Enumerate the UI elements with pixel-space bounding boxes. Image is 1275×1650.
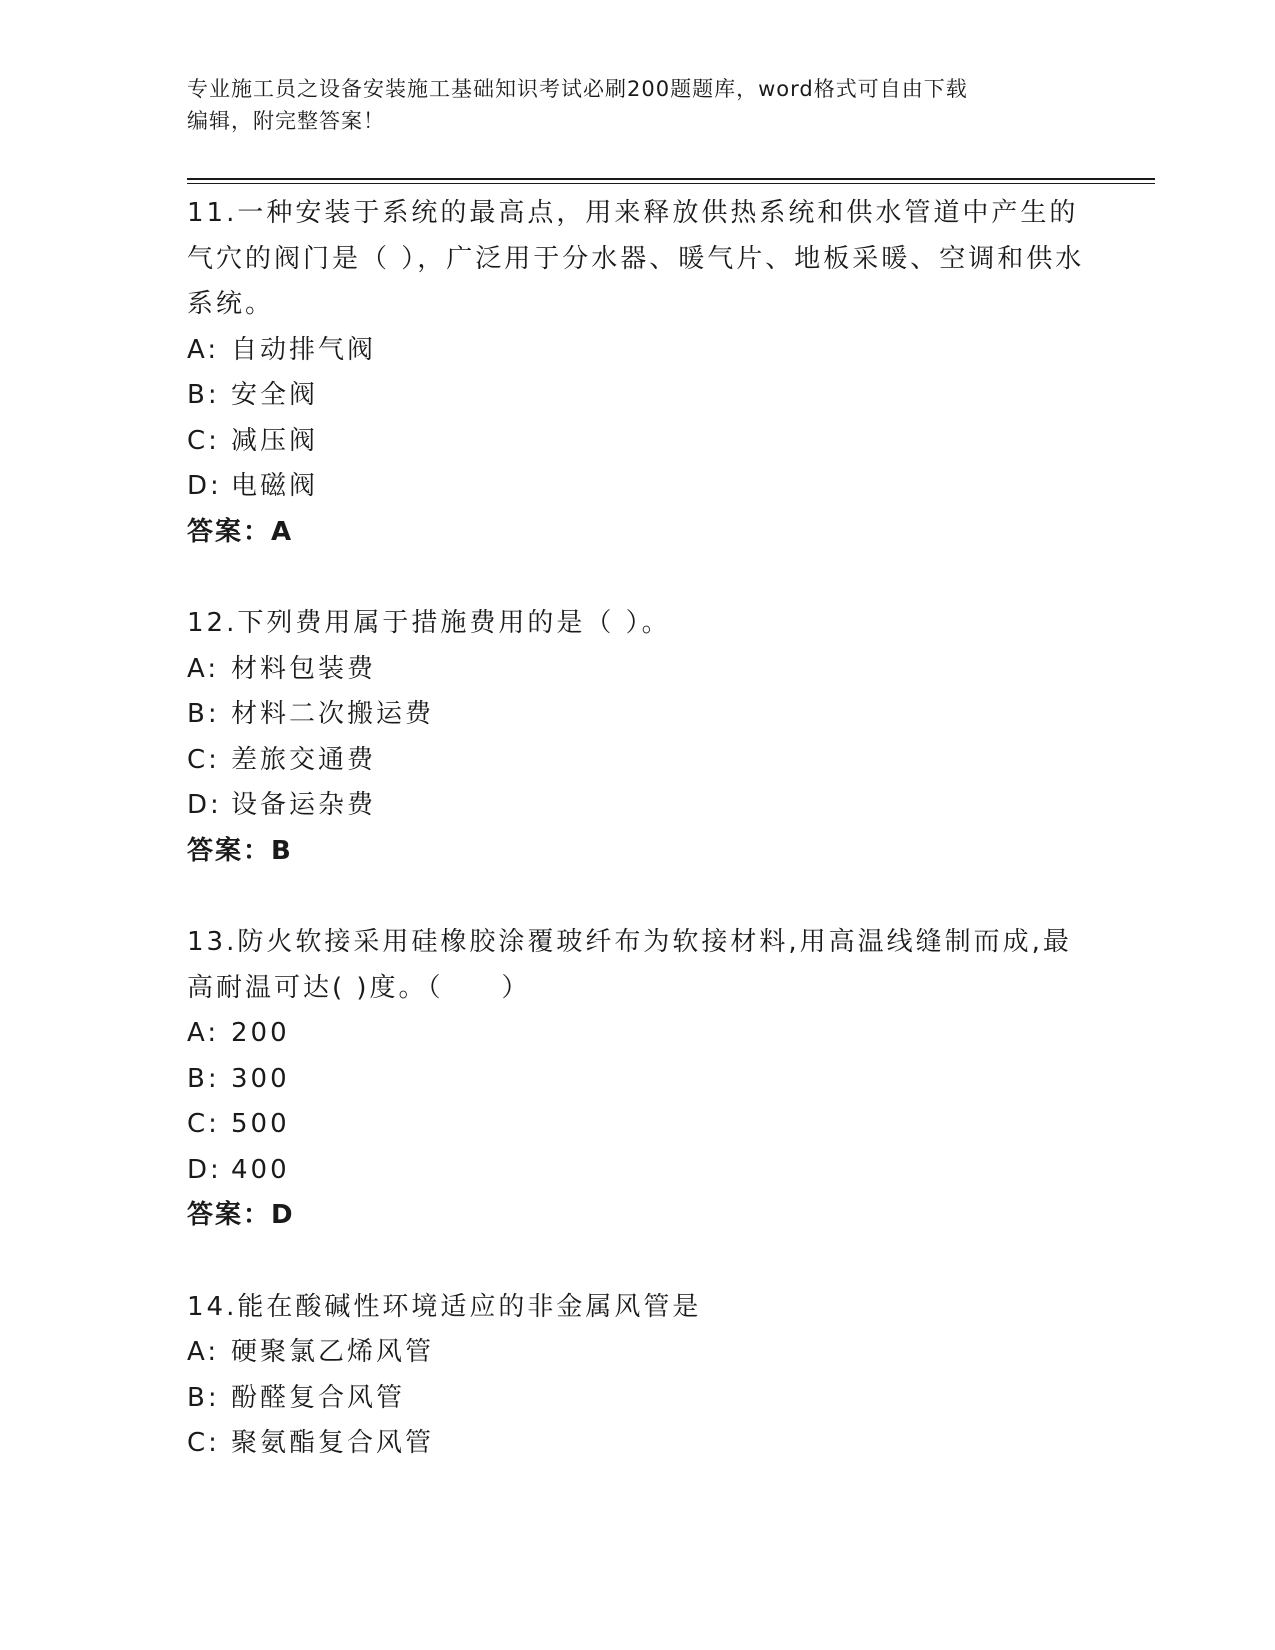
document-page: [187, 0, 1167, 1650]
option-key: B:: [187, 380, 220, 410]
header-divider-thin: [187, 183, 1155, 184]
option-b: [187, 1376, 1087, 1422]
option-text: 硬聚氯乙烯风管: [231, 1337, 435, 1367]
question-stem: 14.能在酸碱性环境适应的非金属风管是: [187, 1291, 702, 1322]
option-key: C:: [187, 425, 220, 456]
option-text: 安全阀: [231, 380, 319, 410]
option-d: [187, 1148, 1087, 1194]
option-d: [187, 783, 1087, 829]
option-text: 300: [231, 1063, 290, 1094]
question-13: [187, 920, 1087, 1239]
header-line-1: 专业施工员之设备安装施工基础知识考试必刷200题题库，word格式可自由下载: [187, 77, 968, 101]
answer-line: 答案：D: [187, 1200, 295, 1230]
option-text: 500: [231, 1109, 290, 1139]
option-text: 差旅交通费: [231, 744, 377, 775]
option-text: 材料二次搬运费: [231, 699, 435, 729]
option-b: [187, 692, 1087, 738]
question-stem: 12.下列费用属于措施费用的是（ ）。: [187, 608, 671, 638]
option-d: [187, 464, 1087, 510]
option-text: 200: [231, 1018, 290, 1048]
option-text: 聚氨酯复合风管: [231, 1428, 435, 1458]
option-text: 电磁阀: [231, 471, 319, 501]
option-key: B:: [187, 699, 220, 729]
option-text: 材料包装费: [231, 653, 377, 684]
option-text: 酚醛复合风管: [231, 1382, 406, 1413]
option-text: 400: [231, 1154, 290, 1185]
option-key: C:: [187, 744, 220, 775]
question-list: [187, 191, 1087, 1513]
option-text: 自动排气阀: [231, 334, 377, 365]
question-12: [187, 601, 1087, 874]
option-key: D:: [187, 471, 222, 501]
option-key: C:: [187, 1109, 220, 1139]
question-11: [187, 191, 1087, 555]
option-key: A:: [187, 1337, 220, 1367]
option-key: B:: [187, 1063, 220, 1094]
question-stem: 11.一种安装于系统的最高点，用来释放供热系统和供水管道中产生的气穴的阀门是（ ），广泛用于分水器、暖气片、地板采暖、空调和供水系统。: [187, 198, 1085, 319]
option-key: A:: [187, 334, 220, 365]
question-stem: 13.防火软接采用硅橡胶涂覆玻纤布为软接材料,用高温线缝制而成,最高耐温可达( )度。（ ）: [187, 927, 1072, 1003]
question-14: [187, 1285, 1087, 1467]
option-key: D:: [187, 790, 222, 820]
option-key: D:: [187, 1154, 222, 1185]
document-header: [187, 73, 1087, 137]
option-c: [187, 1102, 1087, 1148]
option-key: C:: [187, 1428, 220, 1458]
option-c: [187, 738, 1087, 784]
option-a: [187, 1011, 1087, 1057]
option-key: A:: [187, 1018, 220, 1048]
header-line-2: 编辑，附完整答案！: [187, 109, 385, 133]
option-text: 减压阀: [231, 425, 319, 456]
option-key: A:: [187, 653, 220, 684]
option-c: [187, 1421, 1087, 1467]
option-text: 设备运杂费: [231, 790, 377, 820]
header-divider-thick: [187, 178, 1155, 180]
answer-line: 答案：A: [187, 516, 294, 547]
option-c: [187, 419, 1087, 465]
option-b: [187, 373, 1087, 419]
answer-line: 答案：B: [187, 835, 293, 866]
option-a: [187, 328, 1087, 374]
option-b: [187, 1057, 1087, 1103]
option-key: B:: [187, 1382, 220, 1413]
option-a: [187, 647, 1087, 693]
option-a: [187, 1330, 1087, 1376]
